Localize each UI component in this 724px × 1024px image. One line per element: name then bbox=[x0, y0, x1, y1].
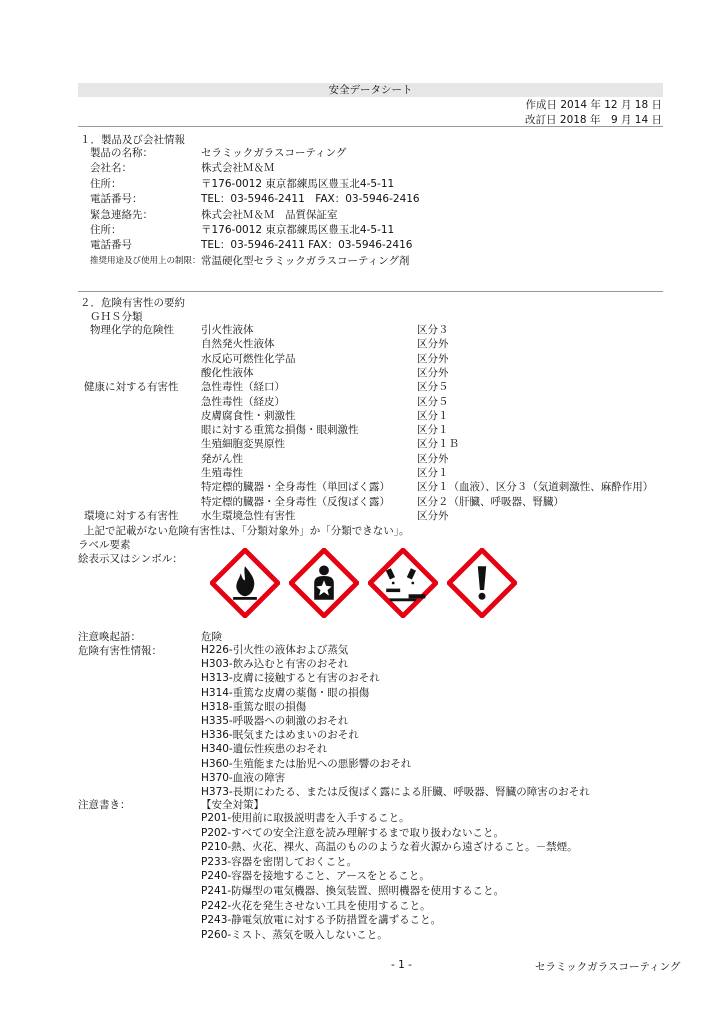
info-value: 〒176-0012 東京都練馬区豊玉北4-5-11 bbox=[201, 177, 395, 190]
ghs-hazard: 水反応可燃性化学品 bbox=[201, 352, 296, 365]
document-title: 安全データシート bbox=[78, 83, 663, 97]
ghs-hazard: 特定標的臓器・全身毒性（単回ばく露） bbox=[201, 481, 390, 494]
signal-word-label: 注意喚起語： bbox=[78, 631, 141, 643]
info-label: 電話番号 bbox=[90, 239, 132, 252]
created-date: 作成日 2014 年 12 月 18 日 bbox=[525, 99, 662, 111]
hazard-statement: H336-眠気またはめまいのおそれ bbox=[201, 729, 359, 742]
precaution-statement: P210-熱、火花、裸火、高温のもののような着火源から遠ざけること。－禁煙。 bbox=[201, 841, 578, 854]
ghs-class: 区分外 bbox=[417, 452, 449, 465]
info-value: 常温硬化型セラミックガラスコーティング剤 bbox=[201, 254, 410, 267]
ghs-category: 物理化学的危険性 bbox=[90, 324, 174, 336]
label-elements-heading: ラベル要素 bbox=[78, 539, 131, 551]
precaution-statement: P241-防爆型の電気機器、換気装置、照明機器を使用すること。 bbox=[201, 885, 505, 897]
hazard-statements-label: 危険有害性情報： bbox=[78, 645, 162, 657]
classification-note: 上記で記載がない危険有害性は、「分類対象外」か「分類できない」。 bbox=[84, 525, 410, 537]
ghs-hazard: 自然発火性液体 bbox=[201, 338, 275, 351]
ghs-class: 区分外 bbox=[417, 366, 449, 379]
flame-icon bbox=[210, 548, 280, 618]
hazard-statement: H318-重篤な眼の損傷 bbox=[201, 700, 307, 713]
signal-word: 危険 bbox=[201, 631, 222, 643]
hazard-statement: H335-呼吸器への刺激のおそれ bbox=[201, 715, 349, 727]
ghs-class: 区分１ bbox=[417, 409, 449, 422]
info-value: セラミックガラスコーティング bbox=[201, 147, 347, 159]
health-hazard-icon bbox=[289, 548, 359, 618]
ghs-hazard: 急性毒性（経皮） bbox=[201, 395, 285, 408]
ghs-class: 区分外 bbox=[417, 338, 449, 351]
info-label: 推奨用途及び使用上の制限： bbox=[90, 255, 201, 266]
precaution-statement: P240-容器を接地すること、アースをとること。 bbox=[201, 870, 430, 883]
exclamation-icon bbox=[447, 548, 517, 618]
info-value: 株式会社Ｍ＆Ｍ bbox=[201, 162, 275, 175]
info-label: 製品の名称： bbox=[90, 147, 153, 159]
precautions-label: 注意書き： bbox=[78, 799, 131, 811]
hazard-statement: H303-飲み込むと有害のおそれ bbox=[201, 658, 349, 671]
info-value: 株式会社Ｍ＆Ｍ 品質保証室 bbox=[201, 208, 338, 221]
info-value: TEL：03-5946-2411 FAX：03-5946-2416 bbox=[201, 239, 413, 252]
ghs-hazard: 皮膚腐食性・刺激性 bbox=[201, 409, 296, 422]
ghs-category: 健康に対する有害性 bbox=[84, 381, 179, 394]
ghs-class: 区分１（血液）、区分３（気道刺激性、麻酔作用） bbox=[417, 481, 654, 494]
ghs-hazard: 急性毒性（経口） bbox=[201, 381, 285, 394]
ghs-class: 区分５ bbox=[417, 395, 449, 408]
hazard-statement: H373-長期にわたる、または反復ばく露による肝臓、呼吸器、腎臓の障害のおそれ bbox=[201, 786, 590, 798]
info-value: 〒176-0012 東京都練馬区豊玉北4-5-11 bbox=[201, 224, 395, 236]
ghs-class: 区分２（肝臓、呼吸器、腎臓） bbox=[417, 495, 564, 508]
hazard-statement: H370-血液の障害 bbox=[201, 771, 286, 784]
ghs-class: 区分５ bbox=[417, 381, 449, 394]
page-number: - 1 - bbox=[391, 959, 412, 971]
ghs-heading: ＧＨＳ分類 bbox=[90, 311, 143, 323]
ghs-category: 環境に対する有害性 bbox=[84, 509, 179, 522]
ghs-hazard: 酸化性液体 bbox=[201, 366, 254, 379]
hazard-statement: H340-遺伝性疾患のおそれ bbox=[201, 743, 328, 756]
precaution-statement: P260-ミスト、蒸気を吸入しないこと。 bbox=[201, 928, 388, 941]
ghs-hazard: 発がん性 bbox=[201, 452, 243, 465]
ghs-class: 区分外 bbox=[417, 509, 449, 522]
hazard-statement: H313-皮膚に接触すると有害のおそれ bbox=[201, 672, 380, 685]
precautions-heading: 【安全対策】 bbox=[201, 799, 264, 811]
ghs-hazard: 生殖細胞変異原性 bbox=[201, 438, 285, 451]
ghs-hazard: 生殖毒性 bbox=[201, 467, 243, 479]
revised-date: 改訂日 2018 年 9 月 14 日 bbox=[525, 114, 662, 126]
info-label: 電話番号： bbox=[90, 193, 143, 206]
hazard-statement: H226-引火性の液体および蒸気 bbox=[201, 644, 349, 656]
ghs-class: 区分外 bbox=[417, 352, 449, 365]
hazard-statement: H360-生殖能または胎児への悪影響のおそれ bbox=[201, 757, 412, 770]
precaution-statement: P233-容器を密閉しておくこと。 bbox=[201, 855, 358, 868]
section-divider bbox=[78, 291, 663, 292]
ghs-hazard: 引火性液体 bbox=[201, 324, 254, 336]
info-label: 緊急連絡先： bbox=[90, 208, 153, 221]
hazard-statement: H314-重篤な皮膚の薬傷・眼の損傷 bbox=[201, 686, 370, 699]
ghs-hazard: 眼に対する重篤な損傷・眼刺激性 bbox=[201, 424, 359, 437]
precaution-statement: P243-静電気放電に対する予防措置を講ずること。 bbox=[201, 914, 442, 927]
ghs-hazard: 特定標的臓器・全身毒性（反復ばく露） bbox=[201, 495, 390, 508]
section-1-heading: １．製品及び会社情報 bbox=[80, 134, 185, 146]
ghs-hazard: 水生環境急性有害性 bbox=[201, 509, 296, 522]
info-value: TEL：03-5946-2411 FAX：03-5946-2416 bbox=[201, 193, 420, 206]
info-label: 住所： bbox=[90, 224, 122, 236]
ghs-class: 区分１ bbox=[417, 467, 449, 479]
section-divider bbox=[78, 126, 663, 127]
precaution-statement: P202-すべての安全注意を読み理解するまで取り扱わないこと。 bbox=[201, 826, 504, 839]
section-2-heading: ２．危険有害性の要約 bbox=[80, 297, 185, 309]
precaution-statement: P242-火花を発生させない工具を使用すること。 bbox=[201, 899, 431, 912]
info-label: 会社名： bbox=[90, 162, 132, 175]
precaution-statement: P201-使用前に取扱説明書を入手すること。 bbox=[201, 812, 410, 824]
corrosion-icon bbox=[368, 548, 438, 618]
ghs-class: 区分３ bbox=[417, 324, 449, 336]
footer-product-name: セラミックガラスコーティング bbox=[535, 961, 681, 973]
symbol-label: 絵表示又はシンボル： bbox=[78, 553, 183, 565]
date-block bbox=[525, 98, 662, 128]
ghs-class: 区分１Ｂ bbox=[417, 438, 459, 451]
ghs-class: 区分１ bbox=[417, 424, 449, 437]
info-label: 住所： bbox=[90, 177, 122, 190]
